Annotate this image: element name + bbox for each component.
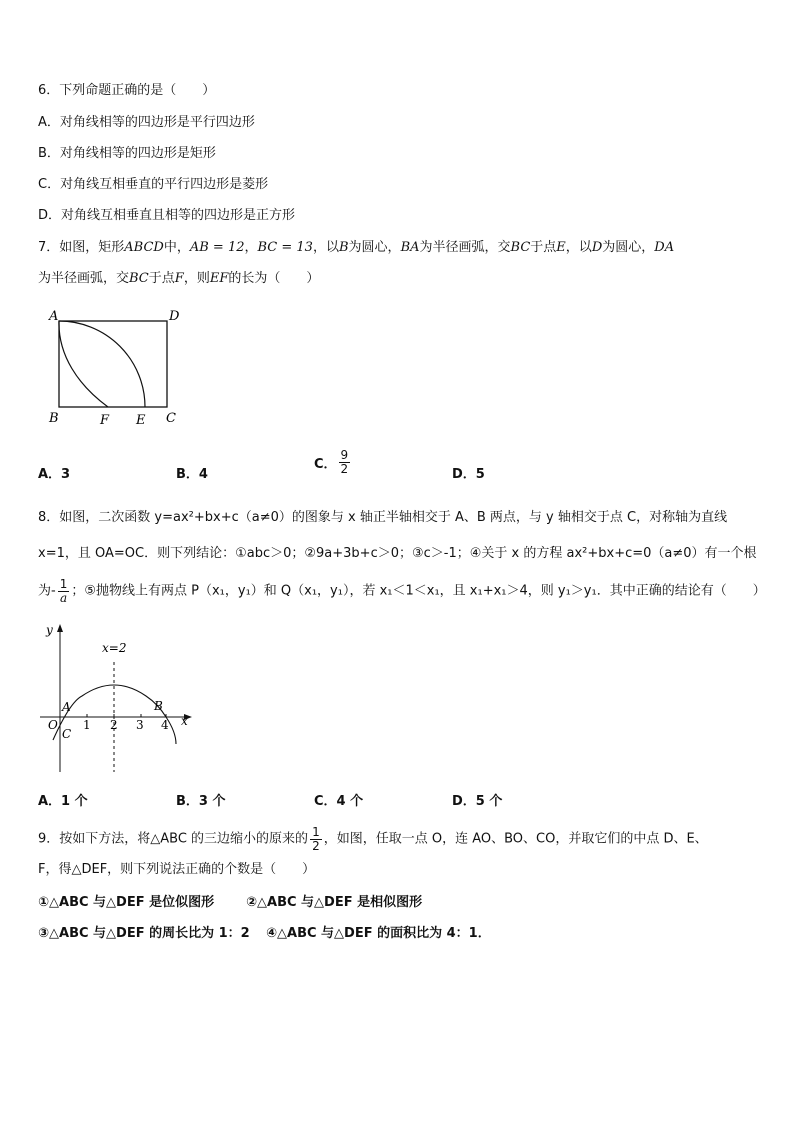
point-c-label: C (62, 727, 72, 741)
q9-statement-3: ③△ABC 与△DEF 的周长比为 1：2 (38, 926, 250, 941)
label-a: A (49, 309, 59, 324)
rectangle-abcd (59, 321, 167, 407)
origin-label: O (48, 718, 58, 732)
label-f: F (100, 413, 110, 428)
y-label: y (46, 623, 53, 637)
q8-option-a: A．1 个 (38, 794, 88, 809)
label-c: C (166, 411, 176, 426)
tick-label-2: 2 (110, 718, 118, 732)
q8-option-d: D．5 个 (452, 794, 503, 809)
q9-statement-4: ④△ABC 与△DEF 的面积比为 4：1． (266, 926, 491, 941)
q8-option-c: C．4 个 (314, 794, 364, 809)
q9-statement-1: ①△ABC 与△DEF 是位似图形 (38, 895, 215, 910)
q8-stem-line3: 为- $\frac{1}{a}$ ；⑤抛物线上有两点 P（x₁，y₁）和 Q（x₁，y₁），若 x₁＜1＜x₁，且 x₁+x₁＞4，则 y₁＞y₁．其中正确的结论有（ ） (38, 577, 766, 605)
label-e: E (136, 413, 146, 428)
tick-label-1: 1 (83, 718, 91, 732)
q7-option-a: A．3 (38, 467, 71, 482)
x-label: x (181, 714, 188, 728)
axis-label: x=2 (102, 641, 127, 655)
arc-from-b (59, 321, 145, 407)
q7-option-b: B．4 (176, 467, 208, 482)
y-axis-arrow-icon (57, 624, 63, 632)
point-a-label: A (62, 700, 71, 714)
q8-parabola-graph (36, 622, 196, 777)
q7-stem-line1: 7．如图，矩形ABCD中，AB = 12，BC = 13，以B为圆心，BA为半径画弧，交BC于点E，以D为圆心，DA (38, 240, 675, 255)
q7-rectangle-figure (40, 300, 190, 435)
q8-stem-line2: x=1，且 OA=OC．则下列结论：①abc＞0；②9a+3b+c＞0；③c＞-1；④关于 x 的方程 ax²+bx+c=0（a≠0）有一个根 (38, 546, 757, 561)
q8-stem-line1: 8．如图，二次函数 y=ax²+bx+c（a≠0）的图象与 x 轴正半轴相交于 A、B 两点，与 y 轴相交于点 C，对称轴为直线 (38, 510, 728, 525)
q6-stem: 6．下列命题正确的是（ ） (38, 83, 216, 98)
q8-option-b: B．3 个 (176, 794, 226, 809)
point-b-label: B (154, 699, 163, 713)
q6-option-a: A．对角线相等的四边形是平行四边形 (38, 115, 255, 130)
label-b: B (49, 411, 59, 426)
tick-label-3: 3 (136, 718, 144, 732)
arc-from-d (59, 321, 108, 407)
q6-option-d: D．对角线互相垂直且相等的四边形是正方形 (38, 208, 296, 223)
q9-stem-line2: F，得△DEF，则下列说法正确的个数是（ ） (38, 862, 316, 877)
q7-option-c: C． $\frac{9}{2}$ (314, 448, 349, 476)
q9-statement-2: ②△ABC 与△DEF 是相似图形 (246, 895, 423, 910)
q6-option-c: C．对角线互相垂直的平行四边形是菱形 (38, 177, 269, 192)
q6-option-b: B．对角线相等的四边形是矩形 (38, 146, 216, 161)
q7-stem-line2: 为半径画弧，交BC于点F，则EF的长为（ ） (38, 271, 320, 286)
q9-stem-line1: 9．按如下方法，将△ABC 的三边缩小的原来的 $\frac{1}{2}$ ，如图，任取一点 O，连 AO、BO、CO，并取它们的中点 D、E、 (38, 825, 708, 853)
label-d: D (169, 309, 180, 324)
q7-option-d: D．5 (452, 467, 485, 482)
tick-label-4: 4 (161, 718, 169, 732)
